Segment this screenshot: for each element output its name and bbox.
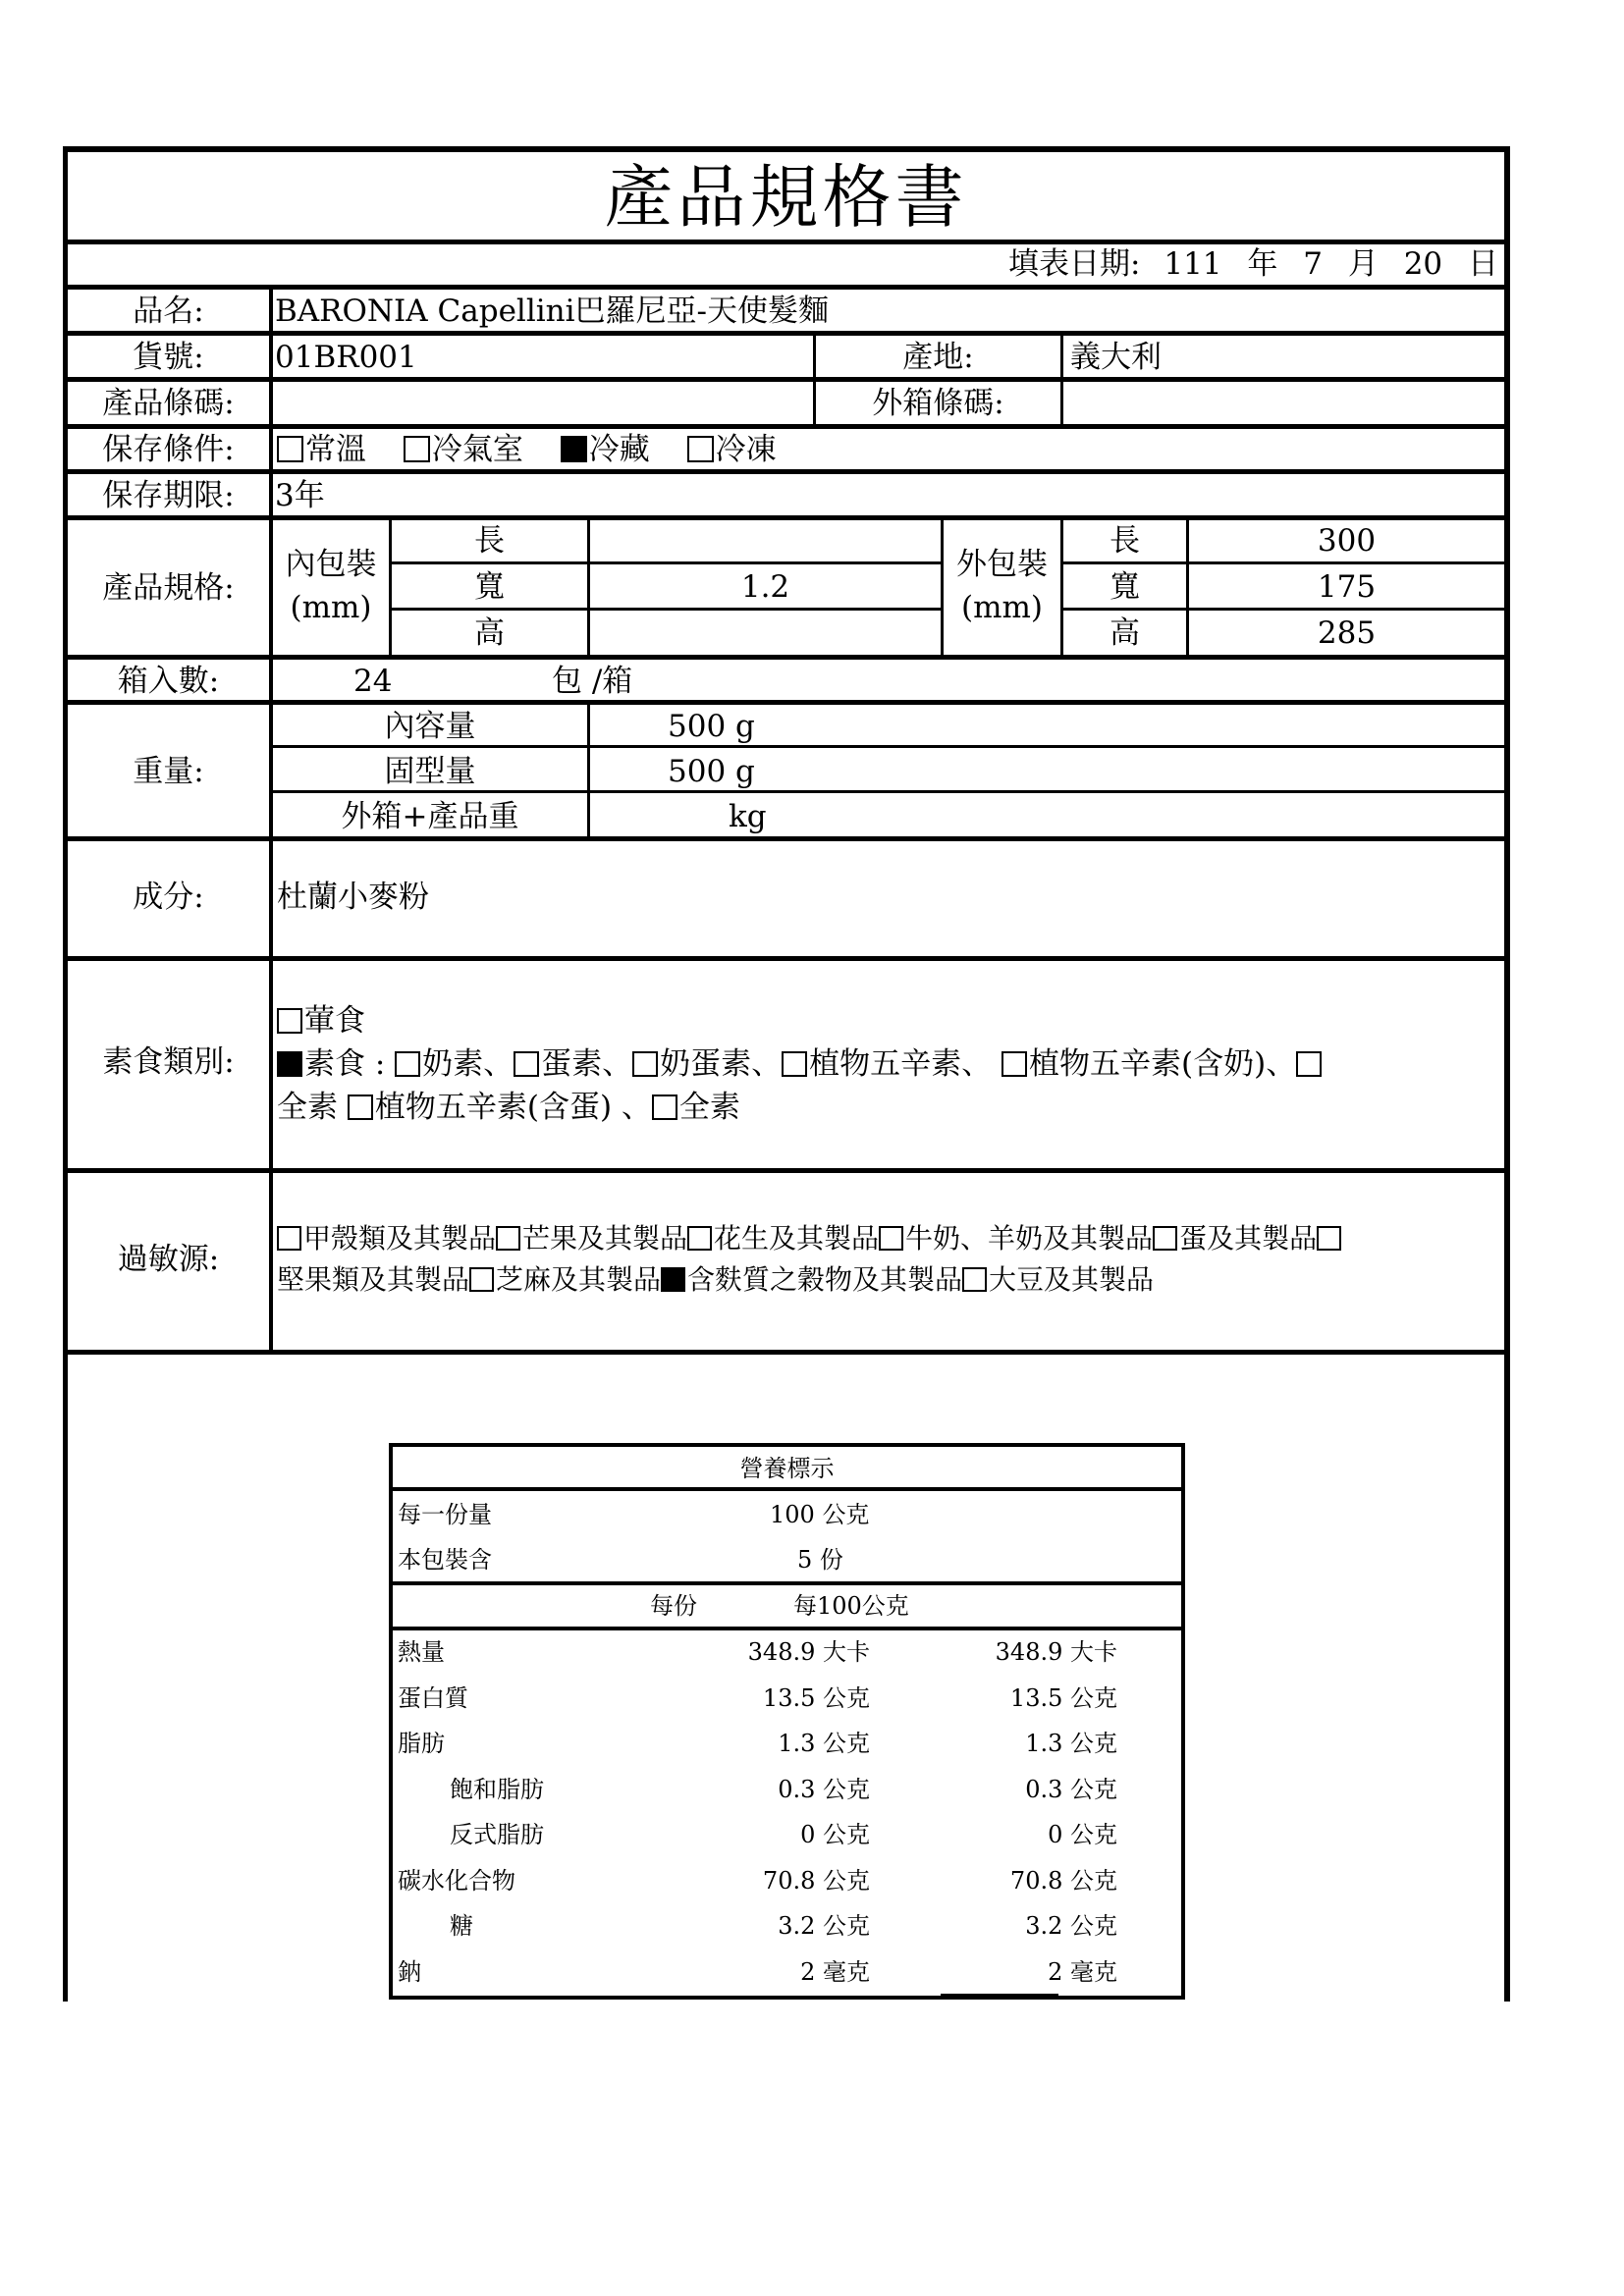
checkbox-icon[interactable] xyxy=(395,1051,420,1077)
nutrient-name: 熱量 xyxy=(398,1638,445,1666)
checkbox-checked-icon[interactable] xyxy=(561,436,587,462)
nutrient-per-serving: 3.2 公克 xyxy=(778,1912,870,1940)
nutrient-name: 飽和脂肪 xyxy=(450,1776,544,1803)
nutrient-per-100g: 70.8 公克 xyxy=(1009,1867,1117,1895)
checkbox-icon[interactable] xyxy=(782,1051,807,1077)
inner-dim-width-label: 寬 xyxy=(474,569,505,605)
fill-date-day-unit: 日 xyxy=(1468,246,1498,282)
checkbox-icon[interactable] xyxy=(652,1095,677,1120)
case-qty-value: 24 xyxy=(353,664,393,699)
spec-label: 產品規格: xyxy=(102,570,235,606)
outer-dim-width-label: 寬 xyxy=(1110,569,1140,605)
allergen-options xyxy=(277,1218,1504,1301)
nutrient-per-serving: 348.9 大卡 xyxy=(747,1638,870,1666)
barcode-label: 產品條碼: xyxy=(102,386,235,421)
storage-option-air-con[interactable]: 冷氣室 xyxy=(404,435,523,465)
veg-option-five-pungent: 植物五辛素、 xyxy=(809,1046,1002,1082)
storage-options xyxy=(277,432,804,467)
inner-width-value: 1.2 xyxy=(740,569,790,605)
outer-width-value: 175 xyxy=(1317,569,1377,605)
veg-option-lacto-ovo: 奶蛋素、 xyxy=(660,1046,783,1082)
fill-date-month-unit: 月 xyxy=(1347,246,1379,282)
vegetarian-line-2 xyxy=(277,1042,1504,1086)
veg-option-meat: 葷食 xyxy=(304,1003,365,1039)
inner-dim-length-label: 長 xyxy=(474,523,505,559)
checkbox-icon[interactable] xyxy=(879,1226,903,1251)
allergen-gluten: 含麩質之穀物及其製品 xyxy=(687,1263,963,1296)
nutrient-per-serving: 0 公克 xyxy=(800,1821,870,1848)
nutrient-per-serving: 2 毫克 xyxy=(800,1958,870,1986)
col-per-serving: 每份 xyxy=(650,1592,697,1620)
storage-option-refrigerated[interactable]: 冷藏 xyxy=(561,435,650,465)
nutrient-name: 反式脂肪 xyxy=(450,1821,544,1848)
checkbox-icon[interactable] xyxy=(1001,1051,1027,1077)
checkbox-icon[interactable] xyxy=(277,1008,302,1034)
checkbox-icon[interactable] xyxy=(962,1267,987,1292)
nutrient-per-serving: 0.3 公克 xyxy=(778,1776,870,1803)
allergen-nuts: 堅果類及其製品 xyxy=(277,1263,470,1296)
checkbox-icon[interactable] xyxy=(514,1051,539,1077)
allergen-sesame: 芝麻及其製品 xyxy=(496,1263,662,1296)
veg-option-vegetarian: 素食 : xyxy=(304,1046,396,1082)
checkbox-checked-icon[interactable] xyxy=(661,1267,685,1292)
shelf-life-label: 保存期限: xyxy=(102,478,235,513)
vegetarian-options xyxy=(277,999,1504,1129)
nutrient-name: 鈉 xyxy=(398,1958,421,1986)
nutrient-name: 碳水化合物 xyxy=(398,1867,515,1895)
case-qty-label: 箱入數: xyxy=(117,664,220,699)
allergen-mango: 芒果及其製品 xyxy=(522,1222,688,1255)
checkbox-checked-icon[interactable] xyxy=(277,1051,302,1077)
allergen-crustacean: 甲殼類及其製品 xyxy=(303,1222,497,1255)
checkbox-icon[interactable] xyxy=(1296,1051,1322,1077)
nutrient-name: 脂肪 xyxy=(398,1730,445,1757)
nutrient-per-serving: 1.3 公克 xyxy=(778,1730,870,1757)
allergen-milk: 牛奶、羊奶及其製品 xyxy=(905,1222,1154,1255)
nutrient-name: 蛋白質 xyxy=(398,1684,468,1712)
allergen-egg: 蛋及其製品 xyxy=(1179,1222,1318,1255)
outer-pack-unit: (mm) xyxy=(961,590,1043,625)
solid-content-label: 固型量 xyxy=(384,754,476,789)
outer-dim-length-label: 長 xyxy=(1110,523,1140,559)
inner-pack-unit: (mm) xyxy=(290,590,372,625)
origin-label: 產地: xyxy=(902,340,974,375)
storage-option-room-temp[interactable]: 常溫 xyxy=(277,435,366,465)
net-content-label: 內容量 xyxy=(384,709,476,744)
storage-label: 保存條件: xyxy=(102,432,235,467)
gross-weight-label: 外箱+產品重 xyxy=(341,799,519,834)
fill-date-label: 填表日期: xyxy=(1008,246,1141,282)
fill-date-day: 20 xyxy=(1403,246,1443,282)
nutrient-per-100g: 13.5 公克 xyxy=(1009,1684,1117,1712)
serving-size-label: 每一份量 xyxy=(398,1501,492,1528)
outer-dim-height-label: 高 xyxy=(1110,615,1140,651)
veg-option-five-pungent-milk: 植物五辛素(含奶)、 xyxy=(1029,1046,1297,1082)
allergens-label: 過敏源: xyxy=(117,1242,220,1277)
item-no-label: 貨號: xyxy=(133,340,204,375)
veg-option-five-pungent-egg: 植物五辛素(含蛋) 、 xyxy=(374,1090,652,1125)
veg-option-lacto: 奶素、 xyxy=(422,1046,514,1082)
nutrient-per-100g: 3.2 公克 xyxy=(1025,1912,1117,1940)
fill-date-year-unit: 年 xyxy=(1247,246,1278,282)
checkbox-icon[interactable] xyxy=(277,1226,301,1251)
weight-label: 重量: xyxy=(133,754,204,789)
checkbox-icon[interactable] xyxy=(469,1267,494,1292)
case-qty-unit: 包 /箱 xyxy=(552,664,633,699)
checkbox-icon[interactable] xyxy=(687,436,714,462)
col-per-100g: 每100公克 xyxy=(793,1592,909,1620)
vegetarian-label: 素食類別: xyxy=(102,1044,235,1080)
fill-date-year: 111 xyxy=(1164,246,1222,282)
outer-length-value: 300 xyxy=(1317,523,1377,559)
allergen-soy: 大豆及其製品 xyxy=(989,1263,1155,1296)
shelf-life-value: 3年 xyxy=(275,478,325,513)
allergen-line-1 xyxy=(277,1218,1504,1259)
nutrient-per-100g: 348.9 大卡 xyxy=(995,1638,1117,1666)
veg-option-ovo: 蛋素、 xyxy=(541,1046,633,1082)
product-name-value: BARONIA Capellini巴羅尼亞-天使髮麵 xyxy=(275,294,830,329)
allergen-line-2 xyxy=(277,1259,1504,1301)
servings-per-pack-label: 本包裝含 xyxy=(398,1546,492,1574)
outer-height-value: 285 xyxy=(1317,615,1377,651)
checkbox-icon[interactable] xyxy=(1153,1226,1177,1251)
checkbox-icon[interactable] xyxy=(1317,1226,1341,1251)
product-name-label: 品名: xyxy=(133,294,204,329)
solid-content-value: 500 g xyxy=(668,754,755,789)
checkbox-icon[interactable] xyxy=(277,436,303,462)
vegetarian-line-3 xyxy=(277,1086,1504,1129)
item-no-value: 01BR001 xyxy=(275,340,417,375)
fill-date xyxy=(1008,246,1498,282)
checkbox-icon[interactable] xyxy=(348,1095,373,1120)
nutrient-per-100g: 2 毫克 xyxy=(1048,1958,1117,1986)
veg-option-vegan-wrap: 全素 xyxy=(277,1090,348,1125)
checkbox-icon[interactable] xyxy=(404,436,430,462)
fill-date-month: 7 xyxy=(1303,246,1323,282)
ingredients-value: 杜蘭小麥粉 xyxy=(277,880,429,915)
nutrient-per-100g: 0 公克 xyxy=(1048,1821,1117,1848)
net-content-value: 500 g xyxy=(668,709,755,744)
nutrient-per-serving: 13.5 公克 xyxy=(762,1684,870,1712)
vegetarian-line-1 xyxy=(277,999,1504,1042)
page-title: 產品規格書 xyxy=(604,157,968,238)
veg-option-vegan: 全素 xyxy=(678,1090,740,1125)
allergen-peanut: 花生及其製品 xyxy=(714,1222,880,1255)
nutrient-name: 糖 xyxy=(450,1912,473,1940)
serving-size-value: 100 公克 xyxy=(770,1501,870,1528)
outer-barcode-label: 外箱條碼: xyxy=(872,386,1004,421)
origin-value: 義大利 xyxy=(1070,340,1162,375)
inner-dim-height-label: 高 xyxy=(474,615,505,651)
nutrient-per-100g: 0.3 公克 xyxy=(1025,1776,1117,1803)
storage-option-frozen[interactable]: 冷凍 xyxy=(687,435,777,465)
nutrient-per-serving: 70.8 公克 xyxy=(762,1867,870,1895)
ingredients-label: 成分: xyxy=(133,880,204,915)
inner-pack-label: 內包裝 xyxy=(285,547,377,582)
checkbox-icon[interactable] xyxy=(687,1226,712,1251)
gross-weight-value: kg xyxy=(729,799,767,834)
outer-pack-label: 外包裝 xyxy=(956,547,1048,582)
checkbox-icon[interactable] xyxy=(496,1226,520,1251)
nutrition-title: 營養標示 xyxy=(739,1455,835,1482)
nutrient-per-100g: 1.3 公克 xyxy=(1025,1730,1117,1757)
servings-per-pack-value: 5 份 xyxy=(797,1546,843,1574)
checkbox-icon[interactable] xyxy=(632,1051,658,1077)
